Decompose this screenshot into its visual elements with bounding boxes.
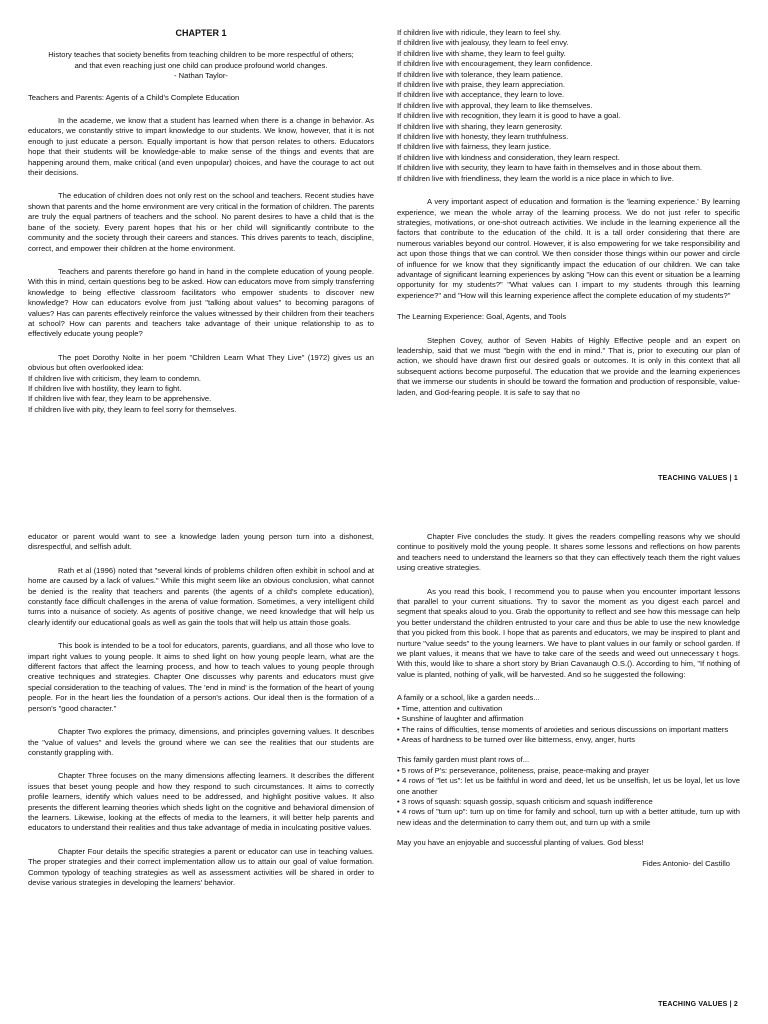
section-heading: Teachers and Parents: Agents of a Child's Complete Education bbox=[28, 92, 240, 102]
list-item: • Areas of hardness to be turned over like bitterness, envy, anger, hurts bbox=[397, 734, 636, 744]
list-item: • 3 rows of squash: squash gossip, squash criticism and squash indifference bbox=[397, 796, 653, 806]
list-item: • Sunshine of laughter and affirmation bbox=[397, 714, 524, 724]
body-paragraph: Teachers and parents therefore go hand in hand in the complete education of young people. With this in mind, certain questions beg to be asked. How can educators move from simply transferring knowledge to being effective classroom facilitators who empower students to discover new knowledge? How can educators evolve from just "talking about values" to becoming paragons of values? Has can parents effectively reinforce the values witnessed by their children from their teachers at school? How can parents and teachers take advantage of their unique relationship to as to effectively educate young people? bbox=[28, 266, 374, 339]
section-heading: The Learning Experience: Goal, Agents, and Tools bbox=[397, 312, 567, 322]
poem-line: If children live with kindness and consideration, they learn respect. bbox=[397, 152, 620, 162]
body-paragraph: Chapter Three focuses on the many dimensions affecting learners. It describes the different issues that beset young people and how they respond to such circumstances. It aims to correctly profile learners, identify which values need to be addressed, and highlight positive values. It also presents the different learning theories which sheds light on the cognitive and behavioral dimension of the learners. Likewise, looking at the effects of media to the learners, it will better help parents and educators to understand their realities and thus take advantage of media in inculcating positive values. bbox=[28, 771, 374, 833]
closing-line: May you have an enjoyable and successful planting of values. God bless! bbox=[397, 838, 644, 848]
epigraph-line: History teaches that society benefits from teaching children to be more respectful of others; bbox=[48, 50, 354, 60]
list-item: • 5 rows of P's: perseverance, politeness, praise, peace-making and prayer bbox=[397, 765, 649, 775]
epigraph-author: - Nathan Taylor- bbox=[174, 71, 228, 81]
author-signature: Fides Antonio- del Castillo bbox=[642, 858, 730, 868]
chapter-title: CHAPTER 1 bbox=[175, 28, 227, 38]
poem-line: If children live with recognition, they learn it is good to have a goal. bbox=[397, 111, 621, 121]
body-paragraph: Chapter Two explores the primacy, dimensions, and principles governing values. It describes the "value of values" and levels the ground where we can see the realities that our students are constantly grappling with. bbox=[28, 727, 374, 757]
poem-line: If children live with praise, they learn appreciation. bbox=[397, 80, 565, 90]
poem-line: If children live with pity, they learn to feel sorry for themselves. bbox=[28, 404, 237, 414]
poem-line: If children live with hostility, they learn to fight. bbox=[28, 383, 182, 393]
poem-line: If children live with acceptance, they learn to love. bbox=[397, 90, 565, 100]
poem-line: If children live with fairness, they learn justice. bbox=[397, 142, 552, 152]
poem-line: If children live with tolerance, they learn patience. bbox=[397, 69, 563, 79]
poem-line: If children live with criticism, they learn to condemn. bbox=[28, 373, 202, 383]
poem-line: If children live with sharing, they learn generosity. bbox=[397, 121, 563, 131]
page-footer: TEACHING VALUES | 2 bbox=[658, 1001, 738, 1008]
poem-line: If children live with friendliness, they learn the world is a nice place in which to live. bbox=[397, 173, 674, 183]
list-item: • Time, attention and cultivation bbox=[397, 703, 503, 713]
page-footer: TEACHING VALUES | 1 bbox=[658, 475, 738, 482]
body-paragraph: As you read this book, I recommend you to pause when you encounter important lessons that parallel to your current situations. Try to savor the moment as you digest each parcel and segment that speaks aloud to you. Grab the opportunity to reflect and see how this message can help you better understand the children entrusted to your care and thus be able to use the new knowledge that you picked from this book. I hope that as parents and educators, we may be inspired to plant and nurture "value seeds" to the young learners. We have to plant values in our family or school garden. If we plant values, it means that we have to take care of the seeds and weed out unnecessary t hogs. With this, would like to share a short story by Brian Cavanaugh O.S.(). According to him, "If nothing of value is planted, nothing of yalk, will be harvested. And so he suggested the following: bbox=[397, 586, 740, 679]
body-paragraph: In the academe, we know that a student has learned when there is a change in behavior. As educators, we constantly strive to impart knowledge to our students. We know, however, that it is not enough to just educate a person. Equally important is how that person relates to others. Educators hope that their students will be knowledge-able to make sense of the things and events that are happening around them, make critical (and even unpopular) choices, and have the courage to act out their decisions. bbox=[28, 116, 374, 178]
body-paragraph: A very important aspect of education and formation is the 'learning experience.' By learning experience, we mean the whole array of the learning process. We do not just refer to specific strategies, motivations, or one-shot outreach activities. We include in the learning experience all the factors that contribute to the education of the child. It is a tall order considering that there are numerous variables beyond our control. However, it is also empowering for we take responsibility and act upon those things that we can control. We then consider those things within our power and circle of influence for we know that they significantly impact the education of our children. We can take advantage of significant learning experiences by asking "How can this event or situation be a learning opportunity for my students?" "What values can I impart to my students through this learning experience?" and "How will this learning experience affect the complete education of my students?" bbox=[397, 197, 740, 300]
poem-line: If children live with honesty, they learn truthfulness. bbox=[397, 132, 569, 142]
body-paragraph: The poet Dorothy Nolte in her poem "Children Learn What They Live" (1972) gives us an obvious but often overlooked idea: bbox=[28, 352, 374, 373]
body-paragraph: educator or parent would want to see a knowledge laden young person turn into a dishonest, disrespectful, and selfish adult. bbox=[28, 532, 374, 552]
poem-line: If children live with security, they learn to have faith in themselves and in those about them. bbox=[397, 163, 703, 173]
body-paragraph: Stephen Covey, author of Seven Habits of Highly Effective people and an expert on leadership, said that we must "begin with the end in mind." That is, prior to executing our plan of action, we should have drawn first our desired goals or outcomes. It is only in this context that all subsequent actions become purposeful. The education that we provide and the learning experiences that we immerse our students in should be toward the formation and production of responsible, value-laden, and God-fearing people. It is safe to say that no bbox=[397, 335, 740, 397]
list-item: • 4 rows of "turn up": turn up on time for family and school, turn up with a better attitude, turn up with new ideas and the determination to carry them out, and turn up with a smile bbox=[397, 807, 740, 827]
page1-left-column bbox=[28, 28, 374, 415]
poem-lines-continued bbox=[397, 28, 740, 184]
poem-line: If children live with fear, they learn to be apprehensive. bbox=[28, 394, 212, 404]
body-paragraph: The education of children does not only rest on the school and teachers. Recent studies have shown that parents and the home environment are very critical in the formation of children. The parents are truly the equal partners of teachers and the school. No parent desires to have a child that is the bane of the society. Every parent hopes that his or her child will significantly contribute to the community and the society through their careers and stances. This drives parents to teach, discipline, correct, and empower their children at the home environment. bbox=[28, 191, 374, 253]
epigraph-line: and that even reaching just one child can produce profound world changes. bbox=[74, 60, 328, 70]
list-intro: This family garden must plant rows of... bbox=[397, 755, 530, 765]
list-intro: A family or a school, like a garden needs... bbox=[397, 693, 540, 703]
body-paragraph: Rath et al (1996) noted that "several kinds of problems children often exhibit in school and at home are caused by a lack of values." While this might seem like an obvious conclusion, what cannot be denied is the reality that teachers and parents (the agents of a child's complete education), constantly face difficult challenges in the arena of value formation. Sometimes, a very intelligent child turns into a nuisance of society. As agents of positive change, we need knowledge that will help us clearly identify our educational goals as well as gain the tools that will help us attain those goals. bbox=[28, 565, 374, 627]
poem-line: If children live with jealousy, they learn to feel envy. bbox=[397, 38, 569, 48]
list-item: • 4 rows of "let us": let us be faithful in word and deed, let us be unselfish, let us be loyal, let us love one another bbox=[397, 776, 740, 796]
poem-line: If children live with ridicule, they learn to feel shy. bbox=[397, 28, 562, 37]
poem-lines bbox=[28, 374, 374, 416]
body-paragraph: Chapter Four details the specific strategies a parent or educator can use in teaching values. The proper strategies and their correct implementation allow us to attain our goal of value formation. Common typology of teaching strategies as well as assessment activities will be shared in order to devise various strategies in developing the learners' behavior. bbox=[28, 846, 374, 887]
page1-right-column bbox=[397, 28, 740, 398]
body-paragraph: This book is intended to be a tool for educators, parents, guardians, and all those who love to impart right values to young people. It aims to shed light on how young people learn, what are the different factors that affect the learning process, and how to teach values to young people through creative techniques and strategies. Chapter One discusses why parents and educators must give special consideration to the teaching of values. The 'end in mind' is the formation of the heart of young people. For in the heart lies the foundation of a person's actions. Our ideal then is the formation of a person's "good character." bbox=[28, 641, 374, 713]
document-page-2 bbox=[0, 512, 768, 1024]
poem-line: If children live with encouragement, they learn confidence. bbox=[397, 59, 593, 69]
poem-line: If children live with shame, they learn to feel guilty. bbox=[397, 48, 566, 58]
garden-needs-list bbox=[397, 704, 740, 746]
body-paragraph: Chapter Five concludes the study. It gives the readers compelling reasons why we should continue to positively mold the young people. It shares some lessons and reflections on how parents and teachers need to understand the learners so that they can effectively teach them the right values using creative strategies. bbox=[397, 532, 740, 573]
page2-right-column bbox=[397, 532, 740, 869]
list-item: • The rains of difficulties, tense moments of anxieties and serious discussions on important matters bbox=[397, 724, 729, 734]
page2-left-column bbox=[28, 532, 374, 888]
garden-rows-list bbox=[397, 766, 740, 828]
poem-line: If children live with approval, they learn to like themselves. bbox=[397, 100, 593, 110]
